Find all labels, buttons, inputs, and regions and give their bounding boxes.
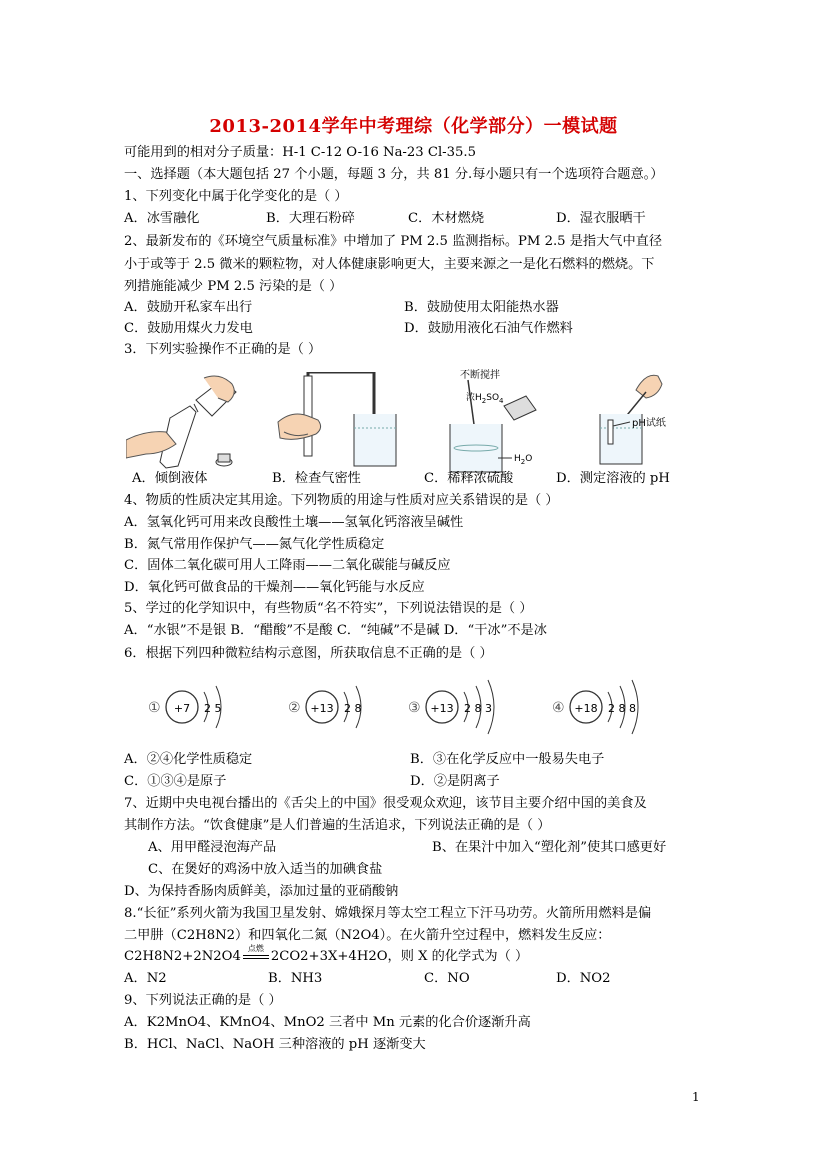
svg-text:①: ① — [148, 700, 161, 716]
q2-line2: 小于或等于 2.5 微米的颗粒物，对人体健康影响更大，主要来源之一是化石燃料的燃烧。下 — [124, 257, 655, 272]
q1-option-b: B．大理石粉碎 — [266, 211, 355, 226]
svg-text:+13: +13 — [310, 702, 334, 715]
q5-stem: 5、学过的化学知识中，有些物质“名不符实”，下列说法错误的是（ ） — [124, 601, 533, 616]
q3-option-b: B．检查气密性 — [272, 471, 361, 486]
svg-text:+7: +7 — [173, 702, 191, 715]
q4-option-d: D．氧化钙可做食品的干燥剂——氧化钙能与水反应 — [124, 580, 425, 595]
water-label: $H_2O$ — [514, 454, 533, 466]
particle-1 — [148, 686, 222, 728]
q7-option-d: D、为保持香肠肉质鲜美，添加过量的亚硝酸钠 — [124, 884, 399, 899]
particle-diagrams — [140, 676, 700, 736]
q6-option-c: C．①③④是原子 — [124, 774, 227, 789]
q1-option-d: D．湿衣服晒干 — [556, 211, 646, 226]
q1-stem: 1、下列变化中属于化学变化的是（ ） — [124, 189, 348, 204]
svg-text:2 8: 2 8 — [344, 702, 362, 715]
q6-option-a: A．②④化学性质稳定 — [124, 752, 253, 767]
atomic-masses: 可能用到的相对分子质量：H-1 C-12 O-16 Na-23 Cl-35.5 — [124, 145, 476, 160]
q2-option-d: D．鼓励用液化石油气作燃料 — [404, 321, 573, 336]
q3-option-c: C．稀释浓硫酸 — [424, 471, 514, 486]
stirring-label: 不断搅拌 — [460, 370, 500, 381]
svg-text:+18: +18 — [574, 702, 598, 715]
q8-option-d: D．NO2 — [556, 971, 611, 986]
svg-text:+13: +13 — [430, 702, 454, 715]
acid-label: 浓$H_2SO_4$ — [466, 393, 504, 405]
reaction-condition: 点燃 — [247, 944, 264, 953]
q7-option-a: A、用甲醛浸泡海产品 — [148, 840, 277, 855]
reaction-arrow — [241, 944, 271, 966]
q5-options: A．“水银”不是银 B．“醋酸”不是酸 C．“纯碱”不是碱 D．“干冰”不是冰 — [124, 623, 547, 638]
q6-stem: 6．根据下列四种微粒结构示意图，所获取信息不正确的是（ ） — [124, 646, 493, 661]
q8-equation-left: C2H8N2+2N2O4 — [124, 949, 241, 964]
particle-3 — [408, 680, 494, 734]
q8-line1: 8.“长征”系列火箭为我国卫星发射、嫦娥探月等太空工程立下汗马功劳。火箭所用燃料是偏 — [124, 906, 652, 921]
q6-option-b: B．③在化学反应中一般易失电子 — [410, 752, 605, 767]
q2-option-c: C．鼓励用煤火力发电 — [124, 321, 253, 336]
q9-option-b: B．HCl、NaCl、NaOH 三种溶液的 pH 逐渐变大 — [124, 1037, 426, 1052]
q3-option-a: A．倾倒液体 — [132, 471, 208, 486]
q4-option-b: B．氮气常用作保护气——氮气化学性质稳定 — [124, 537, 385, 552]
q7-line1: 7、近期中央电视台播出的《舌尖上的中国》很受观众欢迎，该节目主要介绍中国的美食及 — [124, 796, 647, 811]
q2-option-b: B．鼓励使用太阳能热水器 — [404, 300, 559, 315]
q8-equation-right: 2CO2+3X+4H2O，则 X 的化学式为（ ） — [270, 949, 529, 964]
q8-equation — [124, 944, 529, 966]
section-heading: 一、选择题（本大题包括 27 个小题，每题 3 分，共 81 分.每小题只有一个选项符合题意。） — [124, 167, 664, 182]
dilute-acid-figure — [440, 368, 560, 478]
q8-option-a: A．N2 — [124, 971, 167, 986]
q7-option-b: B、在果汁中加入“塑化剂”使其口感更好 — [432, 840, 667, 855]
q8-line2: 二甲肼（C2H8N2）和四氧化二氮（N2O4）。在火箭升空过程中，燃料发生反应： — [124, 928, 611, 943]
ph-paper-label: pH试纸 — [632, 418, 666, 429]
svg-text:2 5: 2 5 — [204, 702, 222, 715]
q3-stem: 3．下列实验操作不正确的是（ ） — [124, 342, 322, 357]
q4-option-c: C．固体二氧化碳可用人工降雨——二氧化碳能与碱反应 — [124, 558, 451, 573]
q2-option-a: A．鼓励开私家车出行 — [124, 300, 253, 315]
q8-option-b: B．NH3 — [268, 971, 323, 986]
svg-text:②: ② — [288, 700, 301, 716]
svg-text:④: ④ — [552, 700, 565, 716]
airtightness-figure — [272, 372, 402, 472]
particle-2 — [288, 686, 362, 728]
svg-text:2 8 8: 2 8 8 — [608, 702, 636, 715]
q6-option-d: D．②是阴离子 — [410, 774, 500, 789]
exam-title: 2013-2014学年中考理综（化学部分）一模试题 — [209, 116, 618, 137]
q9-option-a: A．K2MnO4、KMnO4、MnO2 三者中 Mn 元素的化合价逐渐升高 — [124, 1015, 531, 1030]
q4-stem: 4、物质的性质决定其用途。下列物质的用途与性质对应关系错误的是（ ） — [124, 493, 559, 508]
q1-option-c: C．木材燃烧 — [408, 211, 485, 226]
pouring-liquid-figure — [126, 370, 246, 470]
particle-4 — [552, 680, 638, 734]
q2-line1: 2、最新发布的《环境空气质量标准》中增加了 PM 2.5 监测指标。PM 2.5 是指大气中直径 — [124, 234, 663, 249]
q9-stem: 9、下列说法正确的是（ ） — [124, 993, 282, 1008]
q3-option-d: D．测定溶液的 pH — [556, 471, 670, 486]
page-number: 1 — [692, 1090, 700, 1104]
svg-text:2 8 3: 2 8 3 — [464, 702, 492, 715]
q8-option-c: C．NO — [424, 971, 470, 986]
q1-option-a: A．冰雪融化 — [124, 211, 200, 226]
svg-text:③: ③ — [408, 700, 421, 716]
q7-line2: 其制作方法。“饮食健康”是人们普遍的生活追求，下列说法正确的是（ ） — [124, 818, 551, 833]
ph-test-figure — [596, 370, 706, 470]
q4-option-a: A．氢氧化钙可用来改良酸性土壤——氢氧化钙溶液呈碱性 — [124, 515, 464, 530]
q2-line3: 列措施能减少 PM 2.5 污染的是（ ） — [124, 279, 343, 294]
q7-option-c: C、在煲好的鸡汤中放入适当的加碘食盐 — [148, 862, 383, 877]
